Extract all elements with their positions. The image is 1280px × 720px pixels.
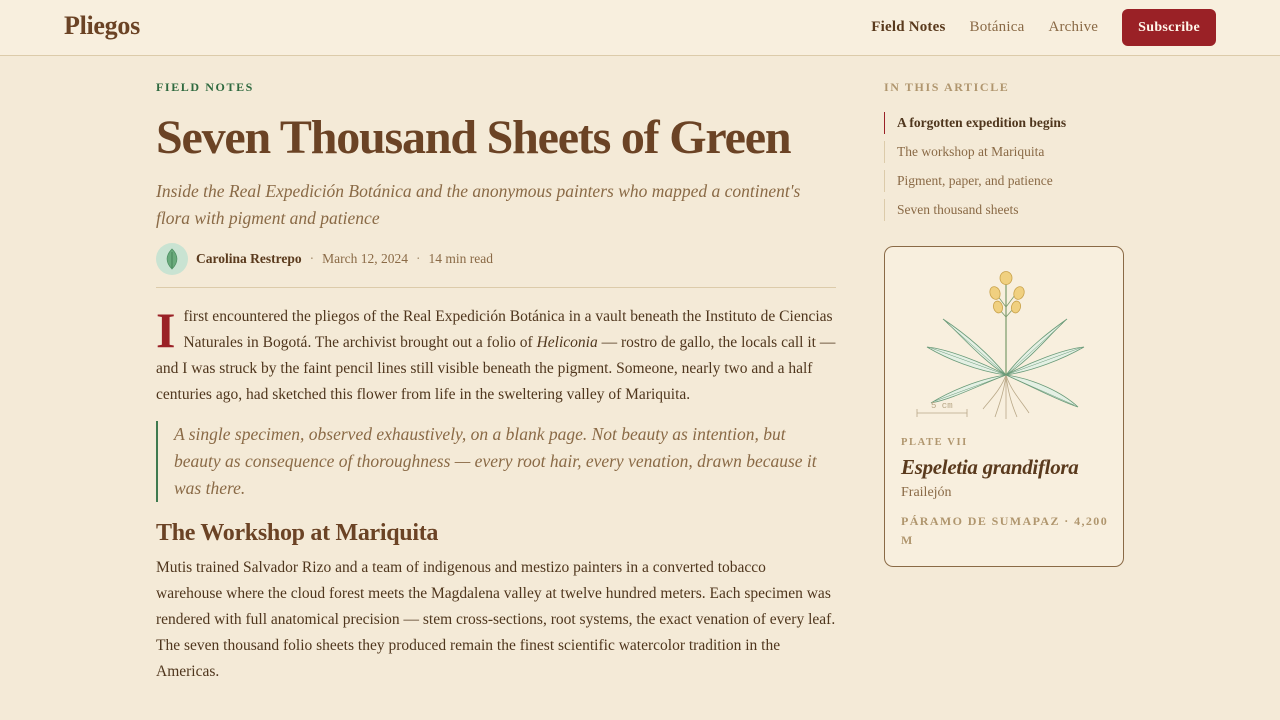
toc-item[interactable]: The workshop at Mariquita xyxy=(884,141,1124,163)
article-paragraph xyxy=(156,304,836,408)
main-nav xyxy=(871,9,1216,46)
leaf-icon xyxy=(163,248,181,270)
separator-dot: · xyxy=(415,251,421,266)
toc-item[interactable]: Seven thousand sheets xyxy=(884,199,1124,221)
read-time: 14 min read xyxy=(428,251,493,266)
article-category[interactable]: FIELD NOTES xyxy=(156,80,254,94)
paragraph-text: — rostro de gallo, the locals call it — and I was struck by the faint pencil lines still visible beneath the pigment. Someone, nearly two and a half centuries ago, had sketched this flower from life in the sweltering valley of Mariquita. xyxy=(156,334,836,403)
author-avatar[interactable] xyxy=(156,243,188,275)
specimen-locale: PÁRAMO DE SUMAPAZ · 4,200 M xyxy=(901,514,1109,547)
separator-dot: · xyxy=(309,251,315,266)
publish-date: March 12, 2024 xyxy=(322,251,408,266)
paragraph-text: first encountered the pliegos of the Real Expedición Botánica in a vault beneath the Instituto de Ciencias Naturales in Bogotá. The archivist brought out a folio of xyxy=(183,308,833,351)
pull-quote: A single specimen, observed exhaustively, on a blank page. Not beauty as intention, but beauty as consequence of thoroughness — every root hair, every venation, drawn because it was there. xyxy=(156,421,836,502)
article-title: Seven Thousand Sheets of Green xyxy=(156,111,791,164)
subscribe-button[interactable]: Subscribe xyxy=(1122,9,1216,46)
top-navigation-bar xyxy=(0,0,1280,56)
nav-link-archive[interactable]: Archive xyxy=(1048,19,1099,35)
scale-label: 5 cm xyxy=(931,401,953,411)
emphasis-text: Heliconia xyxy=(536,334,598,351)
toc-item[interactable]: Pigment, paper, and patience xyxy=(884,170,1124,192)
specimen-card[interactable] xyxy=(884,246,1124,567)
common-name: Frailejón xyxy=(901,485,952,500)
toc-title: IN THIS ARTICLE xyxy=(884,80,1010,94)
species-name: Espeletia grandiflora xyxy=(901,455,1079,479)
plate-number: PLATE VII xyxy=(901,437,968,448)
author-name[interactable]: Carolina Restrepo xyxy=(196,251,302,266)
byline xyxy=(156,243,836,275)
table-of-contents xyxy=(884,112,1124,221)
nav-link-field-notes[interactable]: Field Notes xyxy=(871,19,946,35)
brand-logo[interactable]: Pliegos xyxy=(64,11,140,40)
article-paragraph: Mutis trained Salvador Rizo and a team of indigenous and mestizo painters in a converted tobacco warehouse where the cloud forest meets the Magdalena valley at twelve hundred meters. Each specimen was rendered with full anatomical precision — stem cross-sections, root systems, the exact venation of every leaf. The seven thousand folio sheets they produced remain the finest scientific watercolor tradition in the Americas. xyxy=(156,559,836,680)
nav-link-botanica[interactable]: Botánica xyxy=(969,19,1025,35)
article-subtitle: Inside the Real Expedición Botánica and the anonymous painters who mapped a continent's flora with pigment and patience xyxy=(156,181,801,228)
espeletia-illustration xyxy=(913,267,1097,429)
sidebar xyxy=(884,80,1124,567)
article xyxy=(156,80,836,685)
toc-item[interactable]: A forgotten expedition begins xyxy=(884,112,1124,134)
divider xyxy=(156,287,836,288)
section-heading: The Workshop at Mariquita xyxy=(156,520,439,546)
drop-cap: I xyxy=(156,302,176,358)
